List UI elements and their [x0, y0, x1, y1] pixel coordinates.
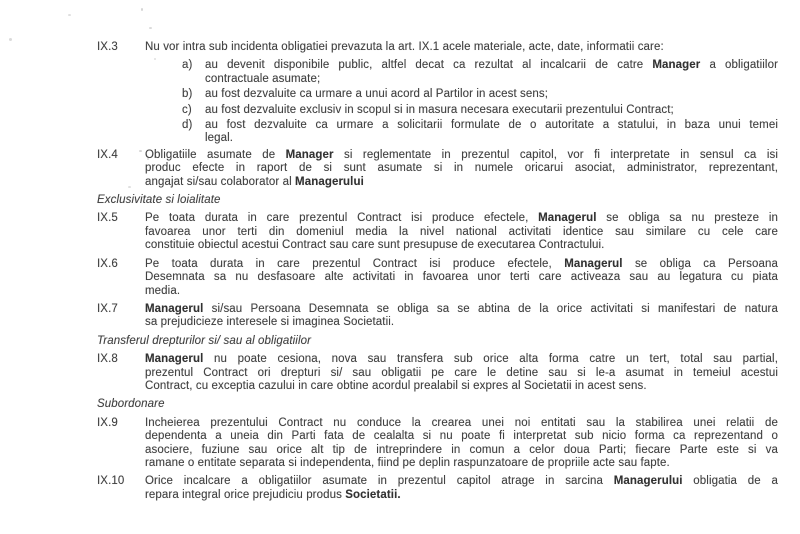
text-segment: Incheierea prezentului Contract nu conduce la crearea unei noi entitati sau la stabilirea unei relatii de [145, 416, 778, 429]
clause-number: IX.10 [97, 475, 125, 488]
scan-speckle [68, 14, 71, 16]
item-letter: a) [182, 59, 193, 72]
text-segment: Obligatiile asumate de [145, 148, 286, 161]
text-segment: contractuale asumate; [205, 72, 321, 85]
paragraph-body [205, 59, 778, 86]
list-item-d [182, 119, 778, 146]
scan-speckle [9, 38, 12, 41]
text-segment: favoarea unor terti din domeniul media la nivel national activitati identice sau similare cu cele care [145, 225, 778, 238]
clause-number: IX.3 [97, 41, 118, 53]
text-line [145, 285, 778, 298]
clause-IX.9 [97, 417, 778, 471]
clause-IX.8 [97, 353, 778, 393]
text-line [145, 41, 778, 54]
text-segment: nu poate cesiona, nova sau transfera sub orice alta forma catre un tert, total sau partial, [203, 353, 778, 366]
text-segment: Desemnata sa nu desfasoare alte activitati in favoarea unor terti care activeaza sau au legatura cu piata [145, 271, 778, 284]
text-line [145, 176, 778, 189]
text-segment: obligatia de a [682, 475, 778, 488]
text-line [145, 258, 778, 271]
list-item-c [182, 104, 778, 117]
text-segment: constituie obiectul acestui Contract sau care sunt presupuse de executarea Contractului. [145, 239, 605, 252]
list-item-a [182, 59, 778, 86]
text-line [205, 73, 778, 86]
paragraph-body [205, 119, 778, 146]
text-segment: si/sau Persoana Desemnata se obliga sa se abtina de la orice activitati si manifestari de natura [203, 302, 778, 315]
clause-IX.3 [97, 41, 778, 54]
text-segment: repara integral orice prejudiciu produs [145, 488, 346, 501]
bold-text-segment: Manager [652, 59, 701, 72]
clause-number: IX.5 [97, 212, 118, 225]
bold-text-segment: Managerului [295, 175, 364, 188]
paragraph-body [205, 104, 778, 117]
section-heading: Exclusivitate si loialitate [97, 194, 221, 207]
text-line [205, 119, 778, 132]
item-letter: d) [182, 119, 193, 132]
section-heading: Transferul drepturilor si/ sau al obligatiilor [97, 334, 312, 347]
text-line [145, 444, 778, 457]
text-line [145, 417, 778, 430]
text-line [145, 489, 778, 502]
scan-speckle [149, 27, 152, 29]
bold-text-segment: Managerul [564, 257, 623, 270]
text-segment: dependenta a uneia din Parti fata de cealalta si nu poate fi interpretat sub nicio forma ca reprezentand o [145, 430, 778, 443]
clause-number: IX.9 [97, 416, 118, 429]
paragraph-body [145, 41, 778, 54]
text-line [145, 226, 778, 239]
text-segment: Orice incalcare a obligatiilor asumate in prezentul capitol atrage in sarcina [145, 475, 614, 488]
text-line [145, 316, 778, 329]
text-segment: Pe toata durata in care prezentul Contract isi produce efectele, [145, 257, 565, 270]
bold-text-segment: Societatii. [345, 488, 401, 501]
clause-IX.5 [97, 212, 778, 252]
text-segment: si reglementate in prezentul capitol, vor fi interpretate in sensul ca isi [333, 148, 778, 161]
clause-IX.7 [97, 303, 778, 330]
text-segment: Pe toata durata in care prezentul Contract isi produce efectele, [145, 212, 539, 225]
text-segment: prezentul Contract ori drepturi si/ sau obligatii pe care le detine sau si le-a asumat in temeiul acestui [145, 366, 778, 379]
text-segment: au fost dezvaluite exclusiv in scopul si in masura necesara executarii prezentului Contract; [205, 103, 674, 116]
paragraph-body [145, 258, 778, 298]
section-heading: Subordonare [97, 398, 165, 411]
item-letter: b) [182, 88, 193, 101]
text-segment: au devenit disponibile public, altfel decat ca rezultat al incalcarii de catre [205, 59, 653, 72]
paragraph-body [145, 149, 778, 189]
text-line [205, 132, 778, 145]
text-line [145, 239, 778, 252]
text-line [145, 149, 778, 162]
text-line [205, 88, 778, 101]
paragraph-body [145, 475, 778, 502]
text-segment: se obliga ca Persoana [622, 257, 778, 270]
document-content [97, 41, 778, 507]
text-line [145, 475, 778, 488]
text-line [145, 380, 778, 393]
text-line [205, 104, 778, 117]
text-segment: Nu vor intra sub incidenta obligatiei prevazuta la art. IX.1 acele materiale, acte, date, informatii care: [145, 41, 664, 53]
clause-number: IX.4 [97, 148, 118, 161]
text-segment: se obliga sa nu presteze in [596, 212, 778, 225]
bold-text-segment: Manager [285, 148, 334, 161]
text-segment: media. [145, 284, 181, 297]
text-segment: Contract, cu exceptia cazului in care obtine acordul prealabil si expres al Societatii in acest sens. [145, 379, 647, 392]
paragraph-body [145, 212, 778, 252]
text-line [145, 212, 778, 225]
text-segment: angajat si/sau colaborator al [145, 175, 296, 188]
text-segment: sa prejudicieze interesele si imaginea Societatii. [145, 316, 395, 329]
bold-text-segment: Managerul [145, 353, 204, 366]
text-segment: au fost dezvaluite ca urmare a unui acord al Partilor in acest sens; [205, 88, 549, 101]
bold-text-segment: Managerul [145, 302, 204, 315]
item-letter: c) [182, 103, 192, 116]
paragraph-body [145, 303, 778, 330]
text-line [145, 367, 778, 380]
text-segment: a obligatiilor [700, 59, 778, 72]
paragraph-body [205, 88, 778, 101]
text-line [145, 457, 778, 470]
text-line [145, 303, 778, 316]
clause-number: IX.8 [97, 353, 118, 366]
paragraph-body [145, 417, 778, 471]
clause-number: IX.6 [97, 257, 118, 270]
text-line [205, 59, 778, 72]
list-item-b [182, 88, 778, 101]
scan-speckle [141, 8, 143, 11]
clause-number: IX.7 [97, 302, 118, 315]
text-segment: legal. [205, 132, 234, 145]
clause-IX.10 [97, 475, 778, 502]
bold-text-segment: Managerului [613, 475, 683, 488]
text-line [145, 430, 778, 443]
bold-text-segment: Managerul [538, 212, 597, 225]
clause-IX.4 [97, 149, 778, 189]
text-segment: asociere, fuziune sau orice alt tip de intreprindere in comun a celor doua Parti; fiecare Parte este si va [145, 443, 778, 456]
text-segment: au fost dezvaluite ca urmare a solicitarii formulate de o autoritate a statului, in baza unui temei [205, 119, 778, 132]
text-segment: produc efecte in raport de si sunt asumate si in numele oricarui asociat, administrator, reprezentant, [145, 162, 778, 175]
text-line [145, 162, 778, 175]
text-line [145, 353, 778, 366]
text-segment: ramane o entitate separata si independenta, fiind pe deplin raspunzatoare de propriile acte sau fapte. [145, 456, 670, 469]
paragraph-body [145, 353, 778, 393]
text-line [145, 271, 778, 284]
clause-IX.6 [97, 258, 778, 298]
